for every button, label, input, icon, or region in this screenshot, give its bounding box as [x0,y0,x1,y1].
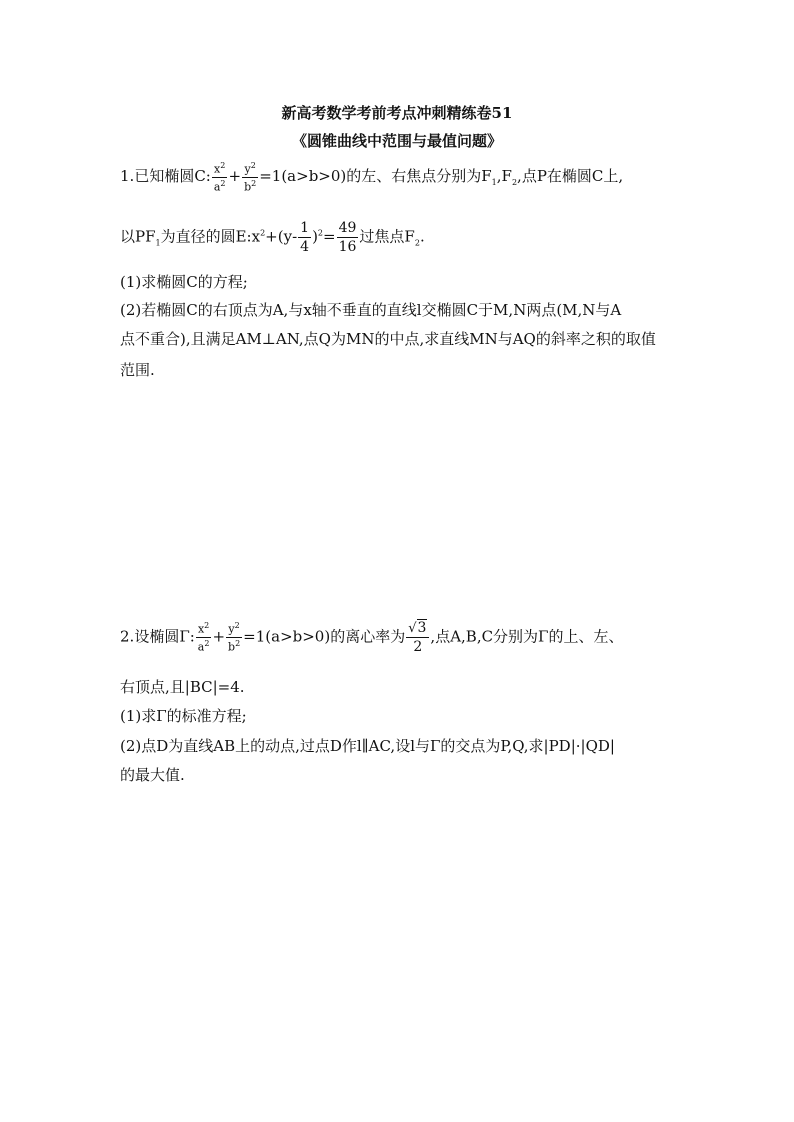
q1-fraction-y: $\frac{y^2}{b^2}$ [244,161,257,194]
q1-fraction-radius: $\frac{49}{16}$ [338,220,357,255]
q2-lead: 设椭圆Γ: [134,627,195,646]
q1-part-1: (1)求椭圆C的方程; [120,273,248,291]
q1-rest: ,点P在椭圆C上, [517,167,624,186]
q1-condition: =1(a>b>0)的左、右焦点分别为F [259,167,492,186]
q1-plus: + [228,167,242,186]
q1-line-2: 以$PF_1$为直径的圆$E:x^2+(y-$ $\frac{1}{4}$ )$^2$= $\frac{49}{16}$ 过焦点$F_2$. [120,220,425,255]
q2-eccentricity-fraction: $\frac{√3}{2}$ [406,621,429,654]
q2-line-1: 2.设椭圆Γ: $\frac{x^2}{a^2}$ + $\frac{y^2}{b^2}$ =1(a>b>0)的离心率为 $\frac{√3}{2}$ ,点A,B,C分别为Γ的上、左、 [120,620,624,655]
document-subtitle: 《圆锥曲线中范围与最值问题》 [291,132,502,150]
q2-fraction-x: $\frac{x^2}{a^2}$ [197,621,210,654]
q2-part-1: (1)求Γ的标准方程; [120,707,247,725]
q1-fraction-x: $\frac{x^2}{a^2}$ [213,161,226,194]
q1-part-2-line-3: 范围. [120,361,155,379]
q2-line-2: 右顶点,且|BC|=4. [120,678,245,696]
document-title: 新高考数学考前考点冲刺精练卷51 [281,104,513,122]
q2-number: 2. [120,627,135,646]
q1-fraction-quarter: $\frac{1}{4}$ [300,220,310,255]
q2-rest: ,点A,B,C分别为Γ的上、左、 [430,627,624,646]
q1-part-2-line-1: (2)若椭圆C的右顶点为A,与x轴不垂直的直线l交椭圆C于M,N两点(M,N与A [120,301,622,319]
q2-part-2-line-1: (2)点D为直线AB上的动点,过点D作l∥AC,设l与Γ的交点为P,Q,求|PD|·|QD| [120,737,615,755]
sqrt-icon: √ [408,621,417,636]
q1-line-1: 1.已知椭圆C: $\frac{x^2}{a^2}$ + $\frac{y^2}{b^2}$ =1(a>b>0)的左、右焦点分别为$F_1,F_2$,点P在椭圆C上, [120,161,624,194]
q1-number: 1. [120,167,135,186]
q2-part-2-line-2: 的最大值. [120,766,185,784]
q1-lead: 已知椭圆C: [134,167,211,186]
q2-fraction-y: $\frac{y^2}{b^2}$ [228,621,241,654]
q1-part-2-line-2: 点不重合),且满足AM⊥AN,点Q为MN的中点,求直线MN与AQ的斜率之积的取值 [120,330,656,348]
q2-condition: =1(a>b>0)的离心率为 [243,627,406,646]
